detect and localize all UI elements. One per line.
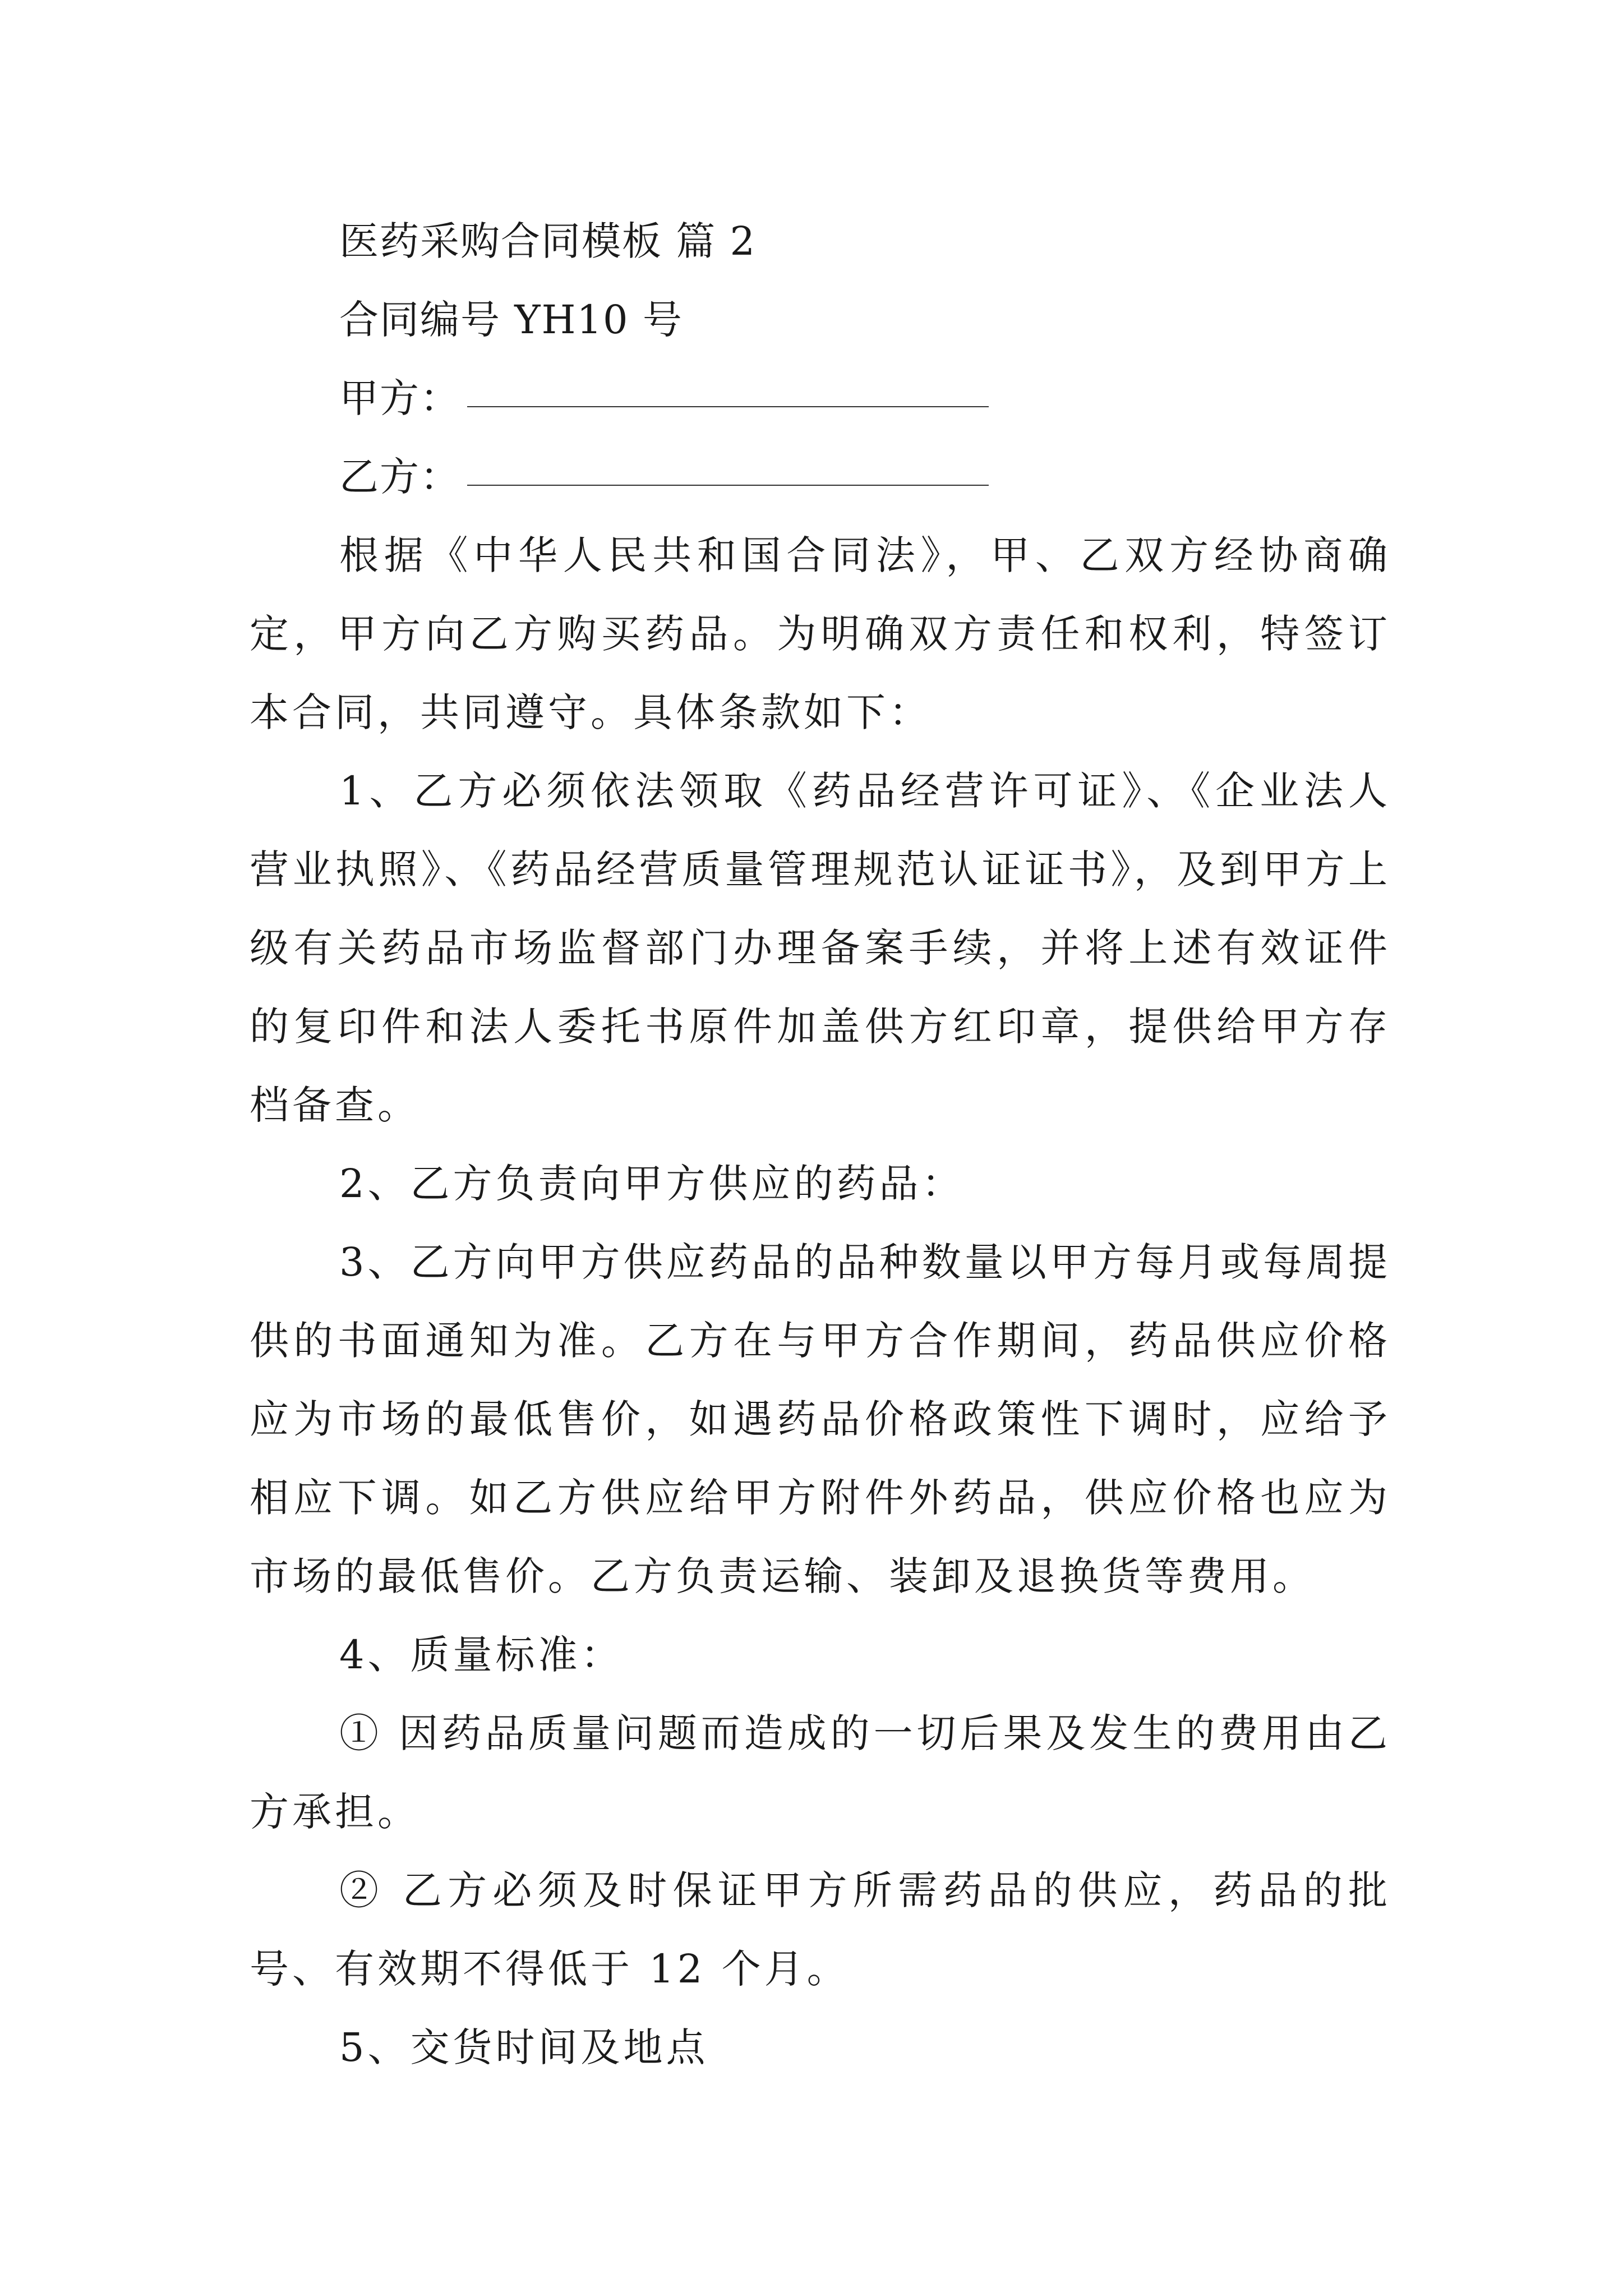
document-body xyxy=(250,202,1391,2087)
clause-4-item-1: ① 因药品质量问题而造成的一切后果及发生的费用由乙方承担。 xyxy=(250,1710,1391,1835)
clause-3: 3、乙方向甲方供应药品的品种数量以甲方每月或每周提供的书面通知为准。乙方在与甲方合作期间，药品供应价格应为市场的最低售价，如遇药品价格政策性下调时，应给予相应下调。如乙方供应给甲方附件外药品，供应价格也应为市场的最低售价。乙方负责运输、装卸及退换货等费用。 xyxy=(250,1239,1391,1599)
clause-5: 5、交货时间及地点 xyxy=(339,2024,709,2070)
intro-paragraph: 根据《中华人民共和国合同法》，甲、乙双方经协商确定，甲方向乙方购买药品。为明确双方责任和权利，特签订本合同，共同遵守。具体条款如下： xyxy=(250,532,1391,735)
clause-4-item-2: ② 乙方必须及时保证甲方所需药品的供应，药品的批号、有效期不得低于 12 个月。 xyxy=(250,1867,1391,1992)
clause-1: 1、乙方必须依法领取《药品经营许可证》、《企业法人营业执照》、《药品经营质量管理规范认证证书》，及到甲方上级有关药品市场监督部门办理备案手续，并将上述有效证件的复印件和法人委托书原件加盖供方红印章，提供给甲方存档备查。 xyxy=(250,768,1391,1128)
contract-number: 合同编号 YH10 号 xyxy=(339,297,683,343)
party-a-blank xyxy=(467,406,989,407)
document-title: 医药采购合同模板 篇 2 xyxy=(339,218,757,264)
party-a-label: 甲方： xyxy=(339,375,460,421)
clause-2: 2、乙方负责向甲方供应的药品： xyxy=(339,1161,965,1207)
clause-4: 4、质量标准： xyxy=(339,1632,624,1678)
party-b-blank xyxy=(467,485,989,486)
party-b-label: 乙方： xyxy=(339,454,460,500)
party-b-line xyxy=(250,438,1391,516)
party-a-line xyxy=(250,359,1391,438)
